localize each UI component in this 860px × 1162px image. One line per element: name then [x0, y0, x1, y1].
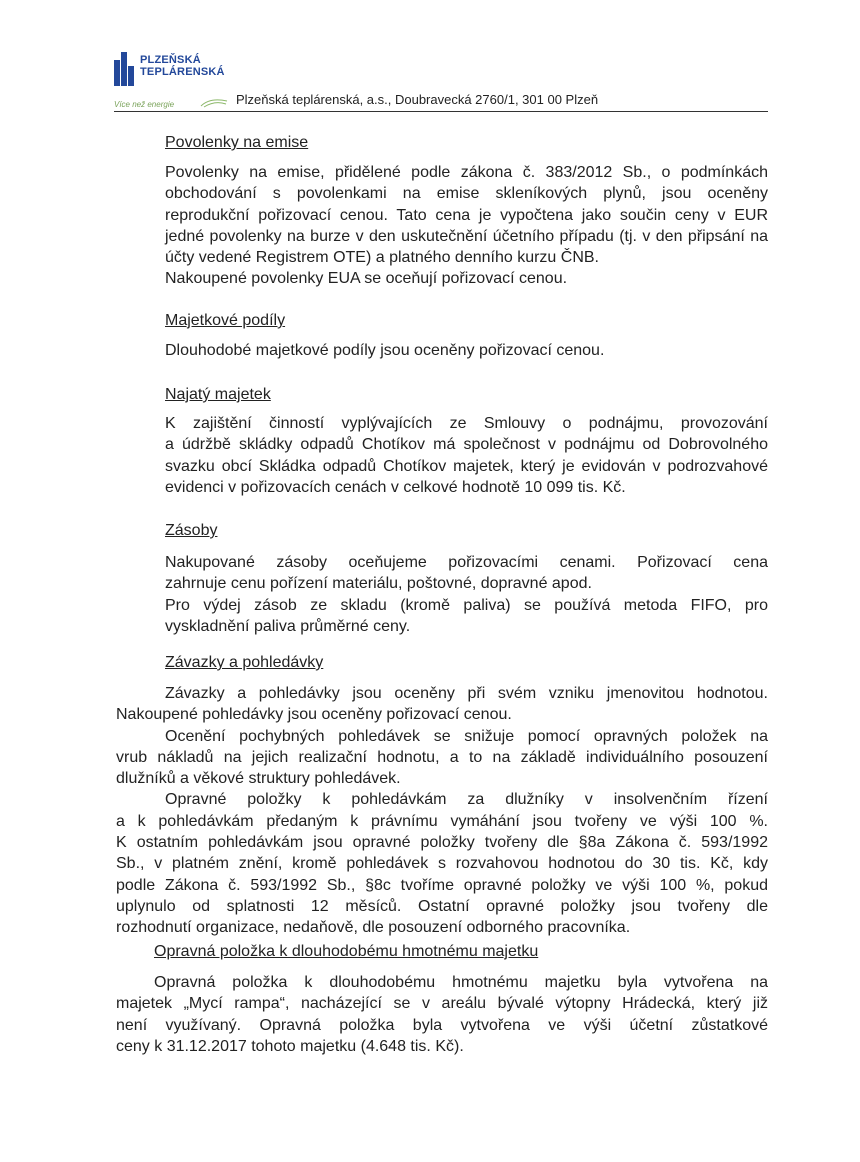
- section-body-najaty-majetek: [165, 413, 768, 498]
- section-body-zasoby: [165, 552, 768, 637]
- text-line: ceny k 31.12.2017 tohoto majetku (4.648 tis. Kč).: [116, 1037, 464, 1055]
- text-line: není využívaný. Opravná položka byla vytvořena ve výši účetní zůstatkové: [116, 1016, 768, 1034]
- section-heading-povolenky: Povolenky na emise: [165, 134, 309, 151]
- header-divider: [114, 111, 768, 112]
- text-line: Nakoupené povolenky EUA se oceňují pořizovací cenou.: [165, 270, 568, 288]
- section-heading-zavazky: Závazky a pohledávky: [165, 654, 324, 671]
- text-line: Povolenky na emise, přidělené podle zákona č. 383/2012 Sb., o podmínkách: [165, 164, 768, 181]
- text-line: a k pohledávkám předaným k právnímu vymáhání jsou tvořeny ve výši 100 %.: [116, 812, 768, 830]
- text-line: Nakupované zásoby oceňujeme pořizovacími cenami. Pořizovací cena: [165, 554, 768, 571]
- text-line: majetek „Mycí rampa“, nacházející se v areálu bývalé výtopny Hrádecká, který již: [116, 995, 768, 1013]
- text-line: podle Zákona č. 593/1992 Sb., §8c tvoříme opravné položky ve výši 100 %, pokud: [116, 876, 768, 894]
- text-line: reprodukční pořizovací cenou. Tato cena je vypočtena jako součin ceny v EUR: [165, 206, 768, 224]
- text-line: dlužníků a věkové struktury pohledávek.: [116, 770, 401, 788]
- logo-bars-icon: [114, 52, 138, 86]
- text-line: Opravná položka k dlouhodobému hmotnému majetku byla vytvořena na: [154, 974, 768, 991]
- text-line: zahrnuje cenu pořízení materiálu, poštovné, dopravné apod.: [165, 575, 592, 593]
- text-line: vrub nákladů na jejich realizační hodnotu, a to na základě individuálního posouzení: [116, 748, 768, 766]
- leaf-icon: [200, 98, 228, 108]
- section-body-opravna-polozka: [116, 972, 768, 1057]
- text-line: Závazky a pohledávky jsou oceněny při svém vzniku jmenovitou hodnotou.: [165, 685, 768, 702]
- company-address: Plzeňská teplárenská, a.s., Doubravecká 2760/1, 301 00 Plzeň: [236, 92, 599, 107]
- section-heading-najaty-majetek: Najatý majetek: [165, 386, 271, 403]
- text-line: Pro výdej zásob ze skladu (kromě paliva) se používá metoda FIFO, pro: [165, 596, 768, 614]
- text-line: Dlouhodobé majetkové podíly jsou oceněny pořizovací cenou.: [165, 342, 605, 359]
- text-line: Opravné položky k pohledávkám za dlužníky v insolvenčním řízení: [165, 791, 768, 809]
- section-heading-zasoby: Zásoby: [165, 522, 218, 539]
- text-line: evidenci v pořizovacích cenách v celkové hodnotě 10 099 tis. Kč.: [165, 478, 626, 496]
- text-line: Sb., v platném znění, kromě pohledávek s rozvahovou hodnotou do 30 tis. Kč, kdy: [116, 855, 768, 873]
- logo-line-1: PLZEŇSKÁ: [140, 54, 201, 66]
- text-line: K zajištění činností vyplývajících ze Smlouvy o podnájmu, provozování: [165, 415, 768, 432]
- text-line: účty vedené Registrem OTE) a platného denního kurzu ČNB.: [165, 249, 599, 267]
- text-line: svazku obcí Skládka odpadů Chotíkov majetek, který je evidován v podrozvahové: [165, 457, 768, 475]
- text-line: jedné povolenky na burze v den uskutečnění účetního případu (tj. v den připsání na: [165, 227, 768, 245]
- text-line: K ostatním pohledávkám jsou opravné položky tvořeny dle §8a Zákona č. 593/1992: [116, 834, 768, 852]
- text-line: uplynulo od splatnosti 12 měsíců. Ostatní opravné položky jsou tvořeny dle: [116, 897, 768, 915]
- section-body-povolenky: [165, 162, 768, 290]
- text-line: rozhodnutí organizace, nedaňově, dle posouzení odborného pracovníka.: [116, 919, 631, 937]
- section-body-zavazky: [116, 683, 768, 939]
- text-line: vyskladnění paliva průměrné ceny.: [165, 617, 411, 635]
- logo-tagline: Více než energie: [114, 100, 175, 109]
- text-line: obchodování s povolenkami na emise skleníkových plynů, jsou oceněny: [165, 185, 768, 203]
- text-line: Nakoupené pohledávky jsou oceněny pořizovací cenou.: [116, 706, 512, 724]
- text-line: Ocenění pochybných pohledávek se snižuje pomocí opravných položek na: [165, 727, 768, 745]
- section-heading-majetkove-podily: Majetkové podíly: [165, 312, 286, 329]
- section-heading-opravna-polozka: Opravná položka k dlouhodobému hmotnému majetku: [154, 943, 539, 960]
- text-line: a údržbě skládky odpadů Chotíkov má společnost v podnájmu od Dobrovolného: [165, 436, 768, 454]
- company-logo: [114, 48, 234, 112]
- logo-line-2: TEPLÁRENSKÁ: [140, 66, 225, 78]
- logo-text: [140, 54, 225, 78]
- section-body-majetkove-podily: [165, 340, 768, 361]
